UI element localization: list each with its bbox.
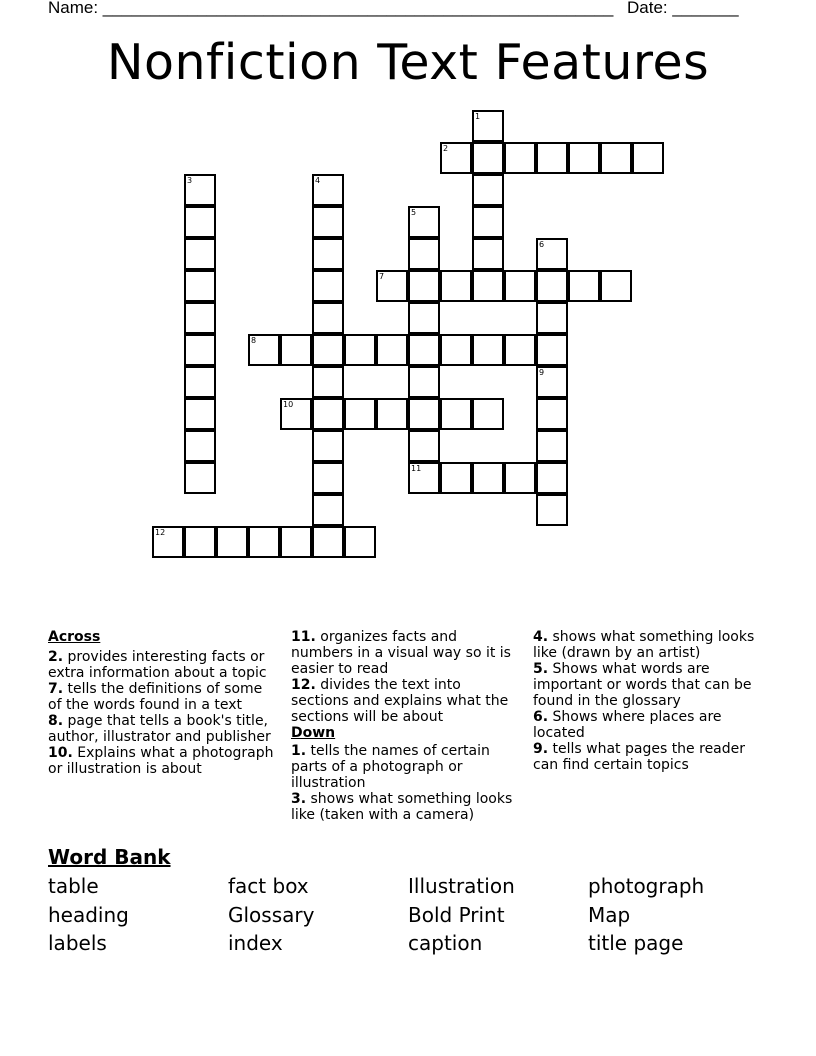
- crossword-cell[interactable]: [312, 270, 344, 302]
- crossword-cell[interactable]: [408, 366, 440, 398]
- crossword-cell[interactable]: [440, 142, 472, 174]
- word-bank-item: Bold Print: [408, 903, 505, 927]
- clue-number: 2: [443, 144, 449, 153]
- page-title: Nonfiction Text Features: [106, 34, 710, 91]
- crossword-cell[interactable]: [312, 366, 344, 398]
- crossword-cell[interactable]: [376, 398, 408, 430]
- word-bank-item: Glossary: [228, 903, 315, 927]
- crossword-cell[interactable]: [600, 270, 632, 302]
- crossword-cell[interactable]: [408, 206, 440, 238]
- clue-down-6: 6. Shows where places are located: [533, 709, 722, 741]
- crossword-cell[interactable]: [504, 270, 536, 302]
- crossword-cell[interactable]: [312, 174, 344, 206]
- crossword-cell[interactable]: [184, 366, 216, 398]
- crossword-cell[interactable]: [184, 302, 216, 334]
- crossword-cell[interactable]: [184, 398, 216, 430]
- crossword-cell[interactable]: [472, 238, 504, 270]
- crossword-cell[interactable]: [344, 526, 376, 558]
- crossword-cell[interactable]: [344, 398, 376, 430]
- clue-down-9: 9. tells what pages the reader can find certain topics: [533, 741, 746, 773]
- crossword-cell[interactable]: [568, 142, 600, 174]
- crossword-cell[interactable]: [408, 462, 440, 494]
- crossword-cell[interactable]: [536, 302, 568, 334]
- crossword-cell[interactable]: [184, 174, 216, 206]
- crossword-cell[interactable]: [184, 526, 216, 558]
- clue-number: 1: [475, 112, 481, 121]
- clue-down-3: 3. shows what something looks like (taken with a camera): [291, 791, 513, 823]
- clue-number: 3: [187, 176, 193, 185]
- clue-down-5: 5. Shows what words are important or words that can be found in the glossary: [533, 661, 752, 709]
- crossword-cell[interactable]: [536, 398, 568, 430]
- crossword-cell[interactable]: [504, 142, 536, 174]
- crossword-cell[interactable]: [280, 398, 312, 430]
- crossword-cell[interactable]: [504, 334, 536, 366]
- crossword-cell[interactable]: [440, 270, 472, 302]
- clue-down-4: 4. shows what something looks like (drawn by an artist): [533, 629, 755, 661]
- crossword-cell[interactable]: [472, 174, 504, 206]
- crossword-cell[interactable]: [472, 462, 504, 494]
- clue-across-12: 12. divides the text into sections and explains what the sections will be about: [291, 677, 509, 725]
- crossword-cell[interactable]: [184, 430, 216, 462]
- clue-number: 12: [155, 528, 166, 537]
- word-bank-item: heading: [48, 903, 129, 927]
- crossword-cell[interactable]: [408, 302, 440, 334]
- crossword-cell[interactable]: [152, 526, 184, 558]
- crossword-cell[interactable]: [280, 526, 312, 558]
- clues-column-2: [291, 629, 521, 823]
- clue-number: 6: [539, 240, 545, 249]
- crossword-cell[interactable]: [536, 270, 568, 302]
- crossword-cell[interactable]: [184, 270, 216, 302]
- word-bank-item: caption: [408, 931, 483, 955]
- crossword-cell[interactable]: [312, 238, 344, 270]
- clue-across-10: 10. Explains what a photograph or illustration is about: [48, 745, 274, 777]
- crossword-cell[interactable]: [184, 462, 216, 494]
- clue-number: 5: [411, 208, 417, 217]
- crossword-cell[interactable]: [536, 366, 568, 398]
- crossword-cell[interactable]: [280, 334, 312, 366]
- word-bank-item: fact box: [228, 874, 309, 898]
- crossword-cell[interactable]: [504, 462, 536, 494]
- crossword-cell[interactable]: [472, 270, 504, 302]
- crossword-cell[interactable]: [600, 142, 632, 174]
- name-line: Name: ______________________________________________________: [48, 0, 614, 17]
- crossword-cell[interactable]: [440, 334, 472, 366]
- clue-across-8: 8. page that tells a book's title, author, illustrator and publisher: [48, 713, 271, 745]
- crossword-cell[interactable]: [536, 494, 568, 526]
- clue-number: 9: [539, 368, 545, 377]
- crossword-cell[interactable]: [312, 526, 344, 558]
- crossword-cell[interactable]: [312, 206, 344, 238]
- crossword-cell[interactable]: [408, 238, 440, 270]
- crossword-cell[interactable]: [248, 526, 280, 558]
- crossword-cell[interactable]: [472, 142, 504, 174]
- word-bank-item: Illustration: [408, 874, 515, 898]
- word-bank-item: photograph: [588, 874, 705, 898]
- crossword-cell[interactable]: [472, 334, 504, 366]
- crossword-cell[interactable]: [248, 334, 280, 366]
- crossword-cell[interactable]: [184, 238, 216, 270]
- crossword-cell[interactable]: [472, 110, 504, 142]
- crossword-cell[interactable]: [312, 334, 344, 366]
- crossword-cell[interactable]: [312, 302, 344, 334]
- clue-across-7: 7. tells the definitions of some of the words found in a text: [48, 681, 263, 713]
- word-bank-title: Word Bank: [48, 845, 171, 869]
- crossword-cell[interactable]: [536, 334, 568, 366]
- clue-number: 10: [283, 400, 294, 409]
- crossword-cell[interactable]: [408, 334, 440, 366]
- crossword-cell[interactable]: [632, 142, 664, 174]
- crossword-cell[interactable]: [344, 334, 376, 366]
- date-line: Date: _______: [627, 0, 739, 17]
- crossword-cell[interactable]: [376, 270, 408, 302]
- crossword-cell[interactable]: [472, 398, 504, 430]
- clue-down-1: 1. tells the names of certain parts of a photograph or illustration: [291, 743, 490, 791]
- across-heading: Across: [48, 629, 101, 645]
- crossword-cell[interactable]: [312, 398, 344, 430]
- crossword-cell[interactable]: [536, 462, 568, 494]
- word-bank-item: table: [48, 874, 99, 898]
- crossword-cell[interactable]: [312, 462, 344, 494]
- clue-number: 7: [379, 272, 385, 281]
- down-heading: Down: [291, 725, 336, 741]
- crossword-cell[interactable]: [408, 398, 440, 430]
- word-bank-item: title page: [588, 931, 684, 955]
- word-bank-item: Map: [588, 903, 631, 927]
- clue-number: 8: [251, 336, 257, 345]
- clues-column-3: [533, 629, 768, 773]
- crossword-cell[interactable]: [376, 334, 408, 366]
- crossword-cell[interactable]: [312, 494, 344, 526]
- clue-number: 11: [411, 464, 422, 473]
- crossword-cell[interactable]: [472, 206, 504, 238]
- clues-column-1: [48, 629, 280, 777]
- clue-number: 4: [315, 176, 321, 185]
- word-bank-item: index: [228, 931, 283, 955]
- clue-across-2: 2. provides interesting facts or extra information about a topic: [48, 649, 267, 681]
- word-bank-item: labels: [48, 931, 107, 955]
- crossword-cell[interactable]: [536, 142, 568, 174]
- crossword-cell[interactable]: [408, 430, 440, 462]
- crossword-cell[interactable]: [440, 398, 472, 430]
- crossword-cell[interactable]: [184, 334, 216, 366]
- crossword-cell[interactable]: [184, 206, 216, 238]
- crossword-cell[interactable]: [216, 526, 248, 558]
- crossword-cell[interactable]: [312, 430, 344, 462]
- crossword-cell[interactable]: [440, 462, 472, 494]
- clue-across-11: 11. organizes facts and numbers in a visual way so it is easier to read: [291, 629, 511, 677]
- crossword-cell[interactable]: [568, 270, 600, 302]
- crossword-cell[interactable]: [536, 430, 568, 462]
- crossword-cell[interactable]: [408, 270, 440, 302]
- crossword-cell[interactable]: [536, 238, 568, 270]
